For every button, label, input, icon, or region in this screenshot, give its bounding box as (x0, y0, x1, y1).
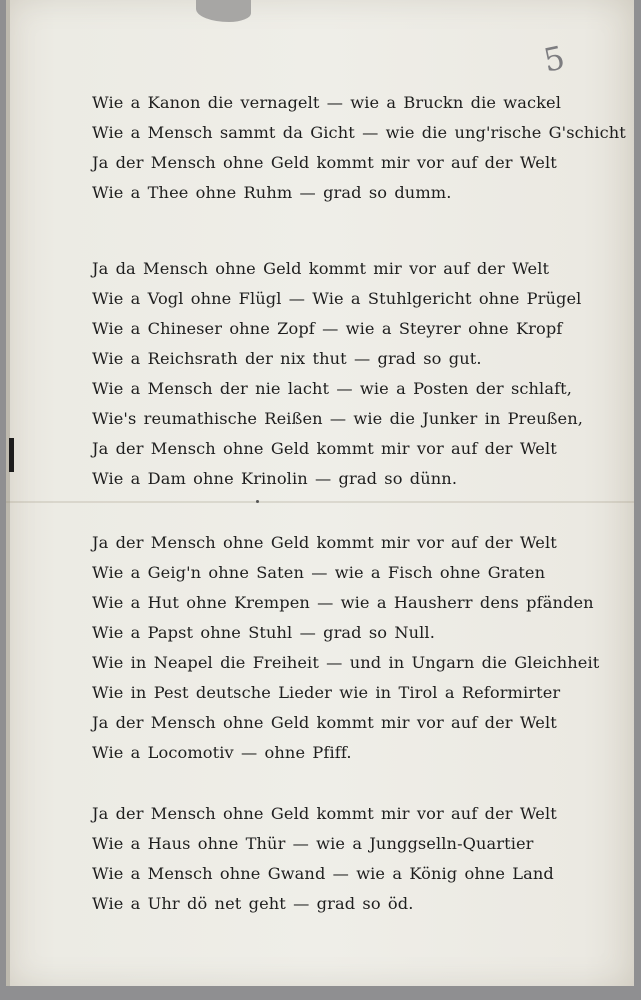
stanza-4 (92, 799, 562, 919)
verse-line: Wie a Haus ohne Thür — wie a Junggselln-Quartier (92, 834, 534, 853)
verse-line: Wie a Kanon die vernagelt — wie a Bruckn die wackel (92, 93, 562, 112)
verse-line: Ja da Mensch ohne Geld kommt mir vor auf der Welt (92, 259, 550, 278)
verse-line: Wie a Dam ohne Krinolin — grad so dünn. (92, 469, 458, 488)
verse-line: Ja der Mensch ohne Geld kommt mir vor auf der Welt (92, 153, 557, 172)
verse-line: Wie a Mensch der nie lacht — wie a Posten der schlaft, (92, 379, 573, 398)
verse-line: Ja der Mensch ohne Geld kommt mir vor auf der Welt (92, 439, 557, 458)
verse-line: Wie a Reichsrath der nix thut — grad so gut. (92, 349, 482, 368)
verse-line: Ja der Mensch ohne Geld kommt mir vor auf der Welt (92, 533, 557, 552)
paper-edge (6, 0, 10, 986)
verse-line: Wie a Mensch sammt da Gicht — wie die ung'rische G'schicht (92, 123, 626, 142)
verse-line: Wie's reumathische Reißen — wie die Junker in Preußen, (92, 409, 584, 428)
verse-line: Wie a Hut ohne Krempen — wie a Hausherr dens pfänden (92, 593, 594, 612)
paper-tear (196, 0, 251, 22)
verse-line: Wie in Pest deutsche Lieder wie in Tirol a Reformirter (92, 683, 561, 702)
verse-line: Wie a Mensch ohne Gwand — wie a König ohne Land (92, 864, 554, 883)
verse-line: Wie a Geig'n ohne Saten — wie a Fisch ohne Graten (92, 563, 546, 582)
stanza-1 (92, 88, 626, 208)
stanza-2 (92, 254, 584, 494)
edge-mark (9, 438, 14, 472)
ink-speck (256, 500, 259, 503)
paper-fold (6, 501, 634, 503)
verse-line: Ja der Mensch ohne Geld kommt mir vor auf der Welt (92, 713, 557, 732)
verse-line: Wie a Chineser ohne Zopf — wie a Steyrer ohne Kropf (92, 319, 563, 338)
verse-line: Wie a Locomotiv — ohne Pfiff. (92, 743, 352, 762)
verse-line: Wie a Vogl ohne Flügl — Wie a Stuhlgericht ohne Prügel (92, 289, 582, 308)
verse-line: Wie a Uhr dö net geht — grad so öd. (92, 894, 414, 913)
stanza-3 (92, 528, 600, 768)
document-page (6, 0, 634, 986)
verse-line: Wie in Neapel die Freiheit — und in Ungarn die Gleichheit (92, 653, 600, 672)
verse-line: Ja der Mensch ohne Geld kommt mir vor auf der Welt (92, 804, 557, 823)
page-mark: 5 (540, 38, 569, 80)
verse-line: Wie a Thee ohne Ruhm — grad so dumm. (92, 183, 452, 202)
verse-line: Wie a Papst ohne Stuhl — grad so Null. (92, 623, 435, 642)
